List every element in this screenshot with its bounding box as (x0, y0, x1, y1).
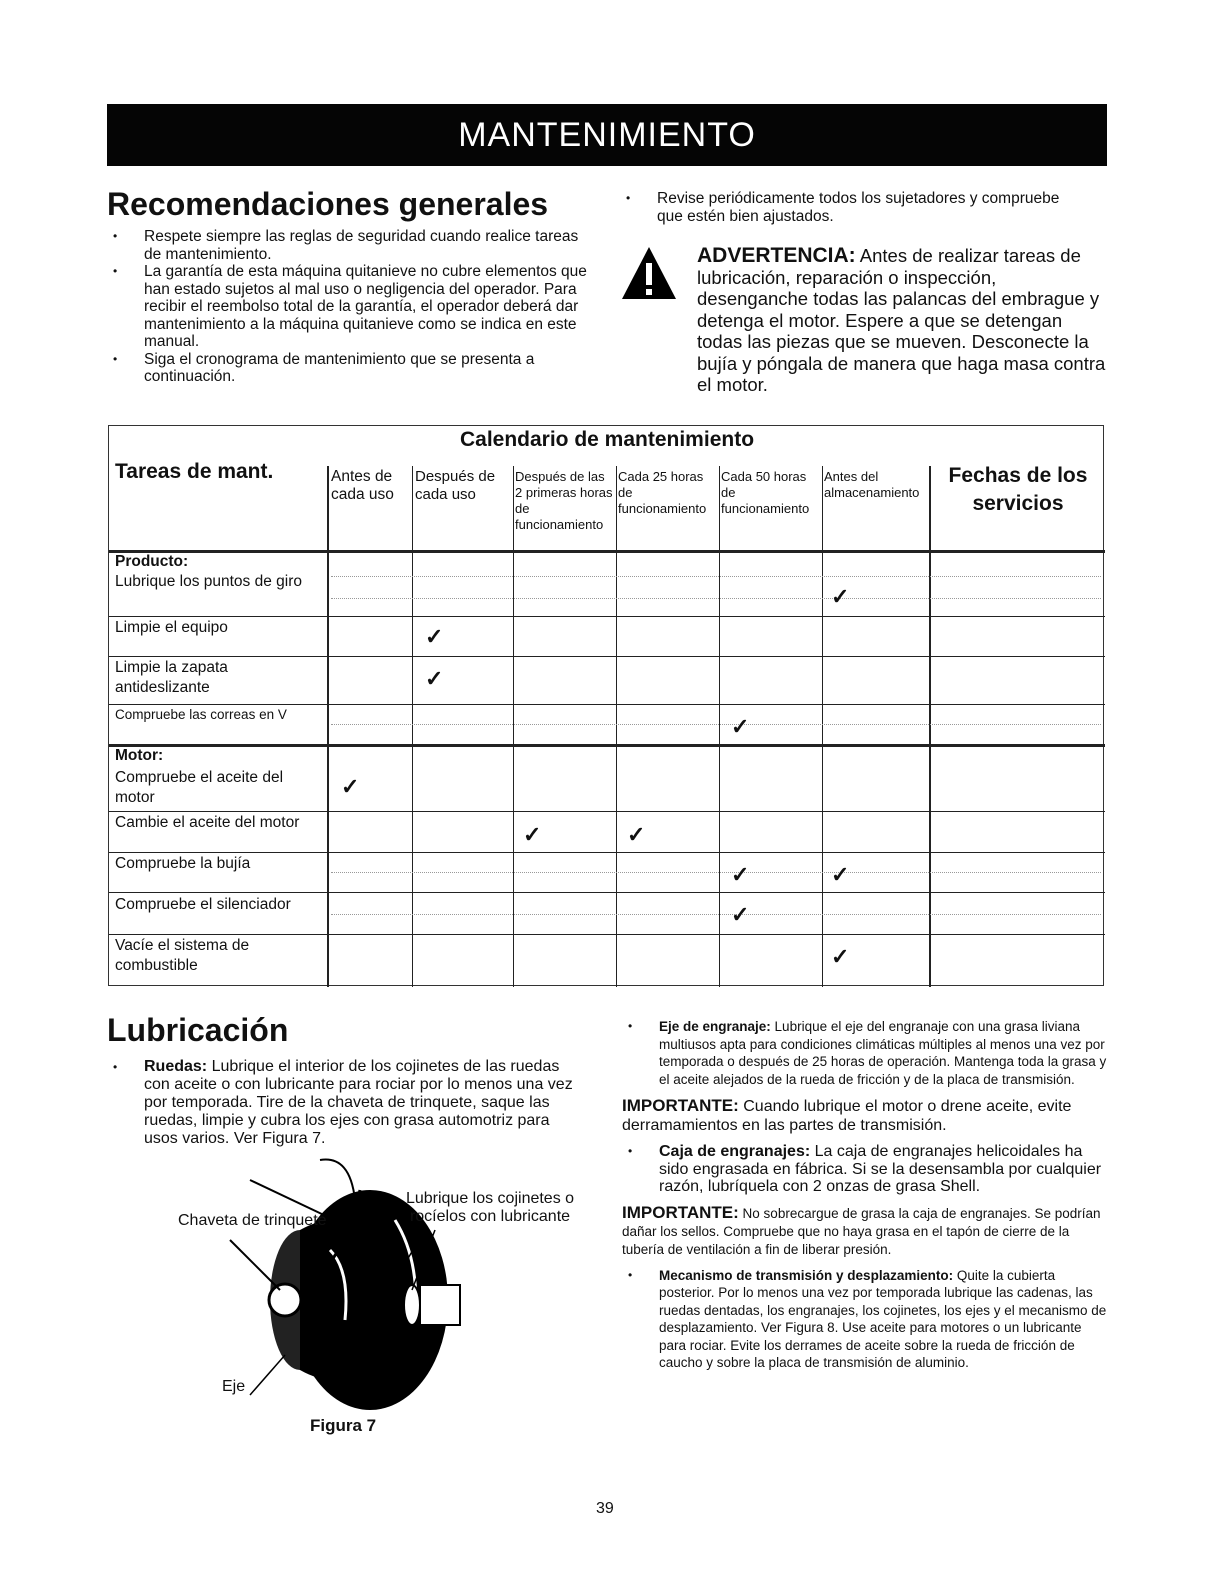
list-item: • Respete siempre las reglas de seguridad cuando realice tareas de mantenimiento. (107, 228, 597, 263)
task-label: Compruebe el aceite del motor (115, 769, 284, 806)
task-label: Cambie el aceite del motor (115, 814, 300, 831)
gear-shaft-label: Eje de engranaje: (659, 1019, 771, 1034)
warning-text: Antes de realizar tareas de lubricación, reparación o inspección, desenganche todas las palancas del embrague y detenga el motor. Espere a que se detengan todas las piezas que se mueven. Desconecte la bujía y póngala de manera que haga masa contra el motor. (697, 245, 1106, 395)
list-item: • Revise periódicamente todos los sujetadores y compruebe que estén bien ajustados. (620, 190, 1060, 225)
wheels-text: Lubrique el interior de los cojinetes de las ruedas con aceite o con lubricante para rociar por lo menos una vez por temporada. Tire de la chaveta de trinquete, saque las ruedas, limpie y cubra los ejes con grasa automotriz para usos varios. Ver Figura 7. (144, 1058, 573, 1147)
warning-triangle-icon (620, 245, 678, 301)
drive-text: Quite la cubierta posterior. Por lo menos una vez por temporada lubrique las cadenas, las ruedas dentadas, los engranajes, los cojinetes, los ejes y el mecanismo de desplazamiento. Ver Figura 8. Use aceite para motores o un lubricante para rociar. Evite los derrames de aceite sobre la rueda de fricción de caucho y sobre la placa de transmisión de aluminio. (659, 1267, 1107, 1370)
check-mark: ✓ (523, 822, 542, 847)
list-item: • Siga el cronograma de mantenimiento que se presenta a continuación. (107, 351, 597, 386)
wheels-label: Ruedas: (144, 1058, 208, 1075)
drive-mechanism-item (622, 1267, 1107, 1372)
column-header: Después de cada uso (415, 468, 496, 503)
task-label: Limpie el equipo (115, 619, 228, 636)
list-item: • La garantía de esta máquina quitanieve no cubre elementos que han estado sujetos al mal uso o negligencia del operador. Para recibir el reembolso total de la garantía, el operador deberá dar mantenimiento a la máquina quitanieve como se indica en este manual. (107, 263, 597, 351)
gearbox-item (622, 1143, 1107, 1196)
column-header: Antes de cada uso (331, 468, 394, 503)
maintenance-schedule-table (108, 425, 1104, 986)
check-mark: ✓ (831, 862, 850, 887)
page-number: 39 (596, 1500, 614, 1517)
column-header: Cada 25 horas de funcionamiento (618, 469, 707, 516)
task-label: Compruebe las correas en V (115, 707, 287, 722)
figure-label-bearings: Lubrique los cojinetes o rocíelos con lubricante (405, 1190, 575, 1225)
list-item (622, 1267, 1107, 1372)
important-text: Cuando lubrique el motor o drene aceite, evite derramamientos en las partes de transmisión. (622, 1098, 1072, 1134)
wheels-instructions (107, 1058, 577, 1148)
task-label: Compruebe la bujía (115, 855, 251, 872)
service-dates-header: Fechas de los servicios (948, 464, 1088, 515)
check-mark: ✓ (341, 774, 360, 799)
task-label: Lubrique los puntos de giro (115, 573, 302, 590)
section-label-engine: Motor: (115, 747, 164, 764)
gearbox-text: La caja de engranajes helicoidales ha sido engrasada en fábrica. Si se la desensambla por cualquier razón, lubríquela con 2 onzas de grasa Shell. (659, 1143, 1102, 1195)
figure-caption: Figura 7 (310, 1416, 377, 1435)
warning-label: ADVERTENCIA: (697, 244, 856, 267)
important-note-1 (622, 1096, 1107, 1135)
drive-label: Mecanismo de transmisión y desplazamiento: (659, 1267, 954, 1283)
lubrication-right-column (622, 1018, 1107, 1372)
column-header: Cada 50 horas de funcionamiento (721, 469, 810, 516)
banner-title: MANTENIMIENTO (458, 115, 756, 154)
fasteners-note (620, 190, 1060, 225)
section-banner (107, 104, 1107, 166)
check-mark: ✓ (731, 862, 750, 887)
list-item (622, 1018, 1107, 1088)
check-mark: ✓ (731, 714, 750, 739)
recommendations-list (107, 228, 597, 386)
check-mark: ✓ (425, 666, 444, 691)
list-item (622, 1143, 1107, 1196)
gear-shaft-item (622, 1018, 1107, 1088)
tasks-column-header: Tareas de mant. (115, 460, 274, 483)
table-title: Calendario de mantenimiento (459, 428, 755, 451)
lubrication-title: Lubricación (107, 1012, 289, 1048)
important-note-2 (622, 1204, 1107, 1259)
list-item (107, 1058, 577, 1148)
column-header: Después de las 2 primeras horas de funcionamiento (515, 469, 613, 532)
task-label: Limpie la zapata antideslizante (115, 659, 228, 696)
check-mark: ✓ (831, 944, 850, 969)
section-label-product: Producto: (115, 553, 189, 570)
important-label: IMPORTANTE: (622, 1202, 739, 1222)
column-header: Antes del almacenamiento (824, 469, 920, 500)
gearbox-label: Caja de engranajes: (659, 1143, 811, 1160)
recommendations-title: Recomendaciones generales (107, 186, 549, 222)
check-mark: ✓ (425, 624, 444, 649)
gear-shaft-text: Lubrique el eje del engranaje con una grasa liviana multiusos apta para condiciones climáticas múltiples al menos una vez por temporada o después de 25 horas de operación. Mantenga toda la grasa y el aceite alejados de la rueda de fricción y de la placa de transmisión. (659, 1019, 1107, 1087)
important-label: IMPORTANTE: (622, 1096, 739, 1115)
important-text: No sobrecargue de grasa la caja de engranajes. Se podrían dañar los sellos. Compruebe que no haya grasa en el tapón de cierre de la tubería de ventilación a fin de liberar presión. (622, 1205, 1101, 1257)
warning-block (697, 245, 1107, 396)
figure-label-axle: Eje (222, 1378, 246, 1395)
figure-label-pin: Chaveta de trinquete (178, 1212, 327, 1229)
task-label: Compruebe el silenciador (115, 896, 291, 913)
task-label: Vacíe el sistema de combustible (115, 937, 250, 974)
check-mark: ✓ (627, 822, 646, 847)
check-mark: ✓ (731, 902, 750, 927)
check-mark: ✓ (831, 584, 850, 609)
